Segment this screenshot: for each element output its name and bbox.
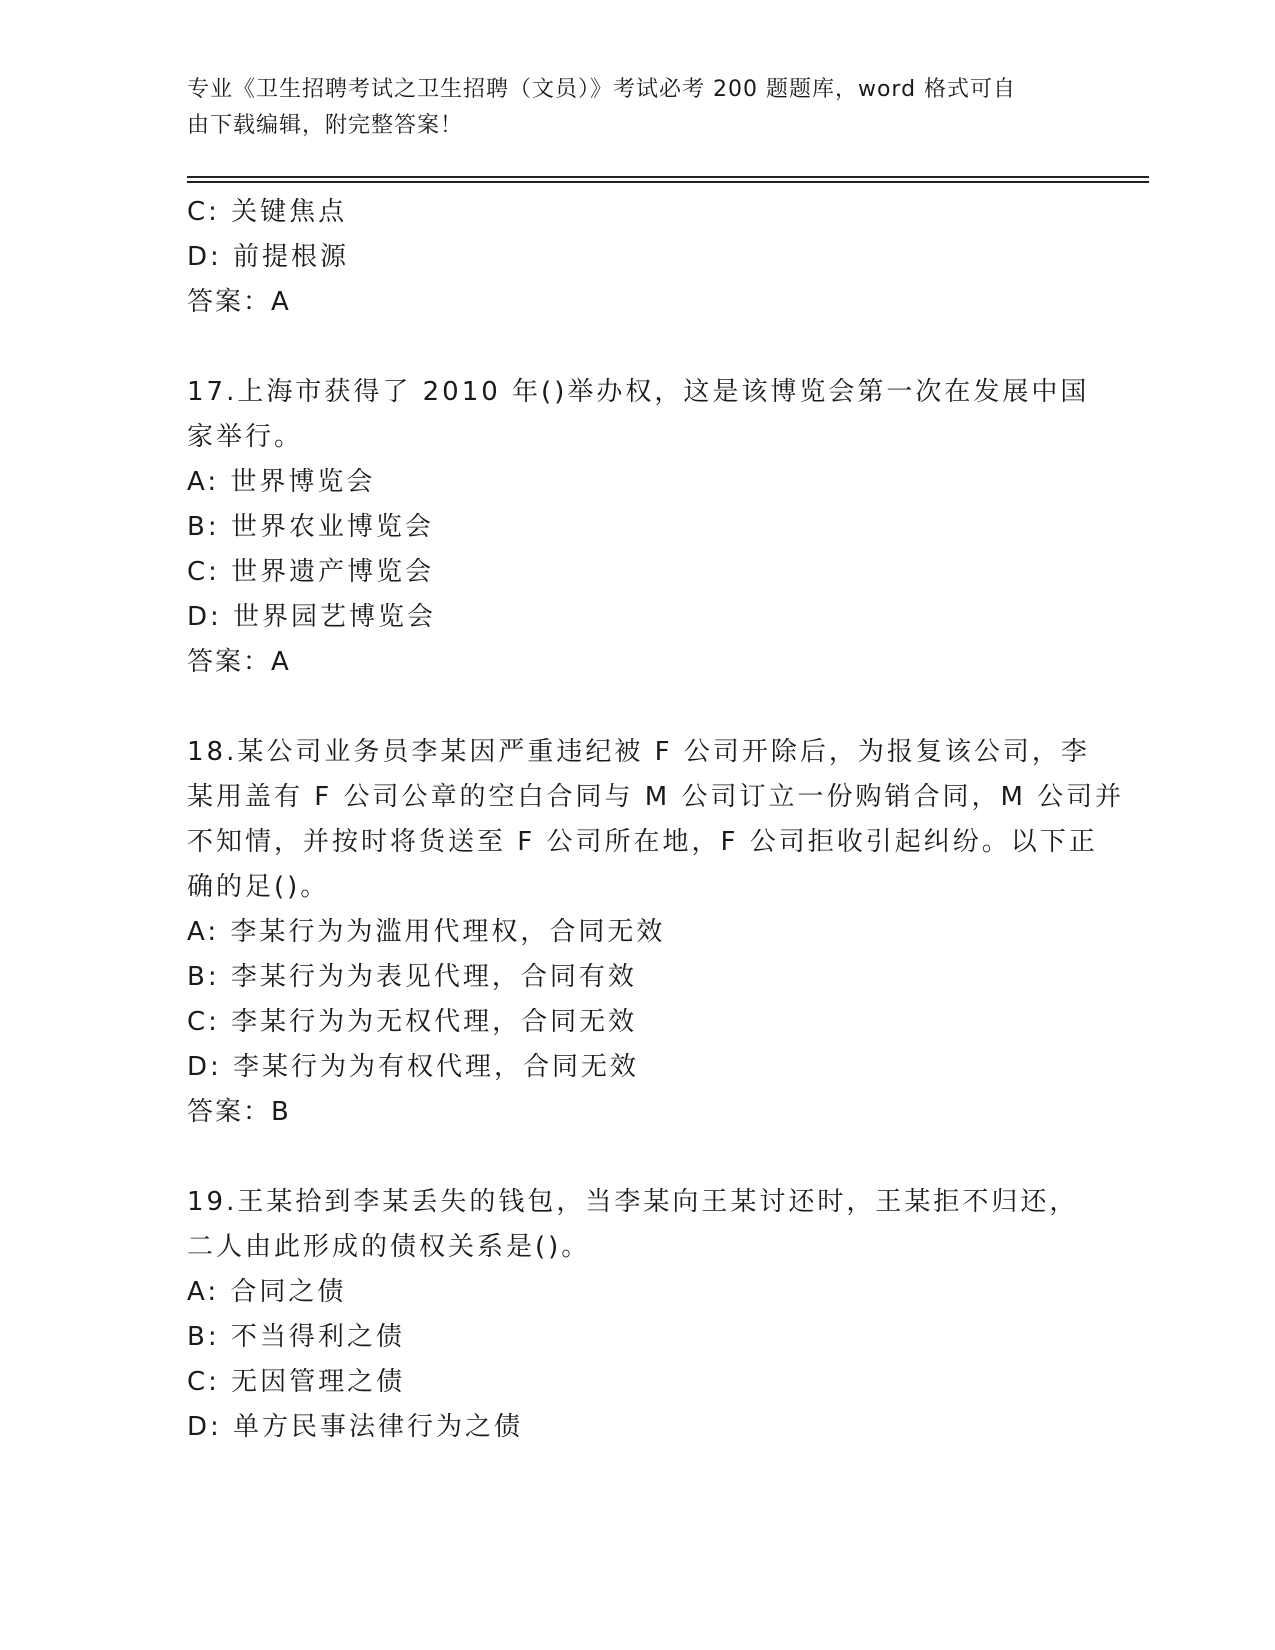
option-c: C: 无因管理之债 [187, 1367, 406, 1397]
question-text-line: 18.某公司业务员李某因严重违纪被 F 公司开除后，为报复该公司，李 [187, 737, 1090, 767]
question-19 [187, 1180, 1087, 1450]
header-line-1: 专业《卫生招聘考试之卫生招聘（文员）》考试必考 200 题题库，word 格式可自 [187, 77, 1017, 102]
document-header [187, 72, 1067, 144]
option-a: A: 合同之债 [187, 1277, 347, 1307]
option-c: C: 李某行为为无权代理，合同无效 [187, 1007, 638, 1037]
header-line-2: 由下载编辑，附完整答案！ [187, 113, 464, 138]
question-text-line: 19.王某拾到李某丢失的钱包，当李某向王某讨还时，王某拒不归还， [187, 1187, 1079, 1217]
option-a: A: 世界博览会 [187, 467, 376, 497]
question-text-line: 不知情，并按时将货送至 F 公司所在地，F 公司拒收引起纠纷。以下正 [187, 827, 1098, 857]
question-17 [187, 370, 1090, 685]
option-b: B: 世界农业博览会 [187, 512, 434, 542]
previous-question-tail [187, 190, 1087, 325]
question-text-line: 17.上海市获得了 2010 年()举办权，这是该博览会第一次在发展中国 [187, 377, 1090, 407]
header-rule-top [187, 176, 1149, 178]
option-c: C: 关键焦点 [187, 197, 348, 227]
answer-line: 答案：B [187, 1097, 291, 1127]
option-b: B: 李某行为为表见代理，合同有效 [187, 962, 637, 992]
option-d: D: 世界园艺博览会 [187, 602, 437, 632]
spacer [187, 685, 1087, 730]
question-text-line: 家举行。 [187, 422, 304, 452]
question-content [187, 190, 1125, 1450]
option-d: D: 单方民事法律行为之债 [187, 1412, 524, 1442]
option-b: B: 不当得利之债 [187, 1322, 405, 1352]
answer-line: 答案：A [187, 287, 291, 317]
question-text-line: 某用盖有 F 公司公章的空白合同与 M 公司订立一份购销合同，M 公司并 [187, 782, 1125, 812]
option-d: D: 李某行为为有权代理，合同无效 [187, 1052, 640, 1082]
question-text-line: 二人由此形成的债权关系是()。 [187, 1232, 591, 1262]
option-a: A: 李某行为为滥用代理权，合同无效 [187, 917, 666, 947]
option-c: C: 世界遗产博览会 [187, 557, 435, 587]
answer-line: 答案：A [187, 647, 291, 677]
spacer [187, 325, 1087, 370]
question-text-line: 确的足()。 [187, 872, 330, 902]
question-18 [187, 730, 1125, 1135]
header-rule-bottom [187, 181, 1149, 183]
option-d: D: 前提根源 [187, 242, 350, 272]
spacer [187, 1135, 1087, 1180]
